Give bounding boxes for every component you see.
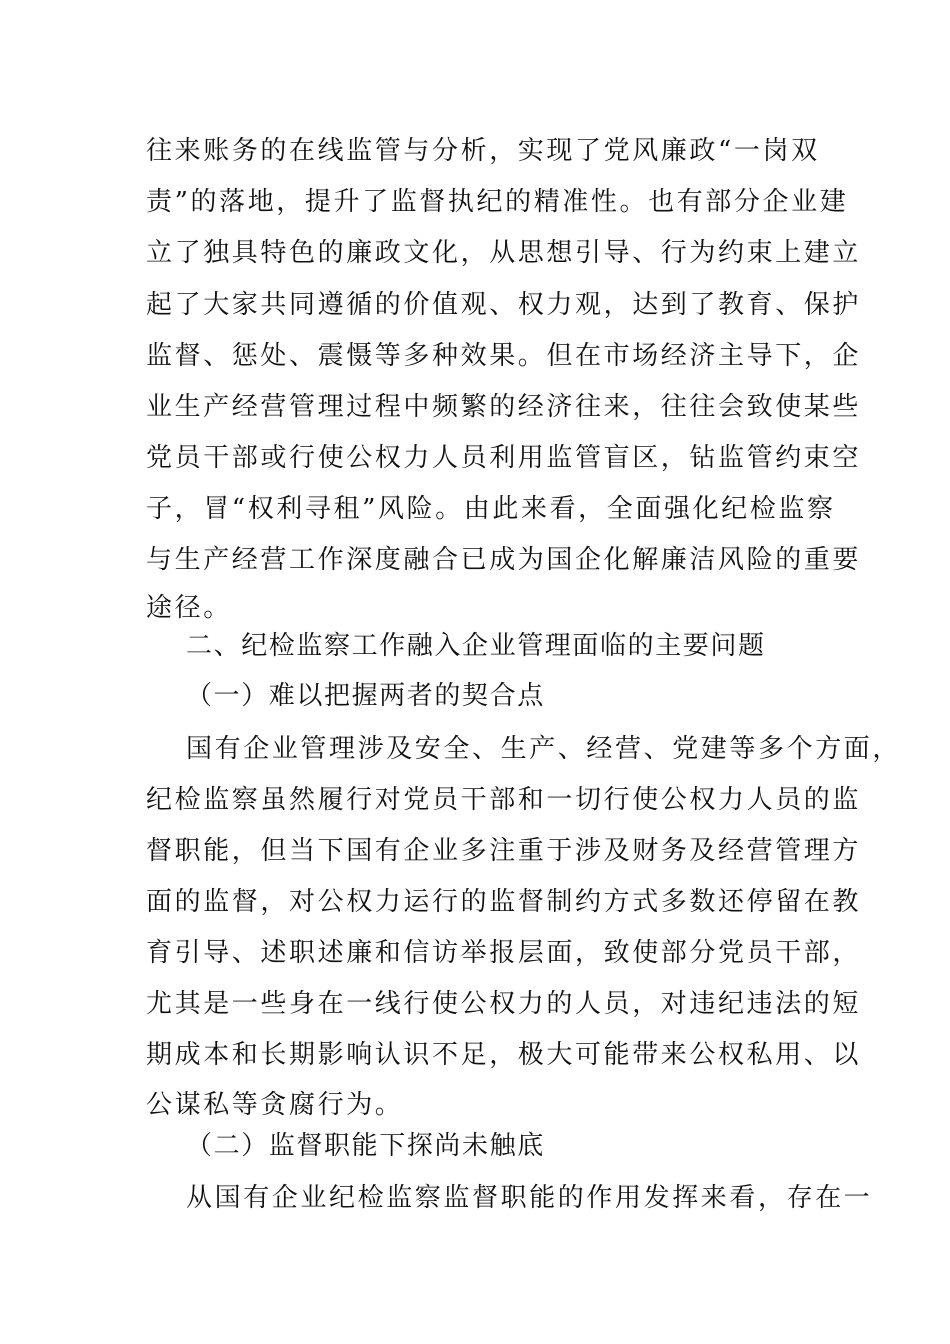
- subsection-heading: （一）难以把握两者的契合点: [186, 681, 545, 711]
- paragraph-line: 业生产经营管理过程中频繁的经济往来，往往会致使某些: [146, 392, 862, 422]
- paragraph-line: 期成本和长期影响认识不足，极大可能带来公权私用、以: [146, 1040, 862, 1070]
- paragraph-line: 督职能，但当下国有企业多注重于涉及财务及经营管理方: [146, 836, 862, 866]
- paragraph-line: 国有企业管理涉及安全、生产、经营、党建等多个方面，: [186, 734, 902, 764]
- paragraph-line: 监督、惩处、震慑等多种效果。但在市场经济主导下，企: [146, 341, 862, 371]
- paragraph-line: 途径。: [146, 593, 232, 623]
- paragraph-line: 育引导、述职述廉和信访举报层面，致使部分党员干部，: [146, 938, 862, 968]
- paragraph-line: 与生产经营工作深度融合已成为国企化解廉洁风险的重要: [146, 545, 862, 575]
- paragraph-line: 从国有企业纪检监察监督职能的作用发挥来看，存在一: [186, 1183, 873, 1213]
- paragraph-line: 往来账务的在线监管与分析，实现了党风廉政“一岗双: [146, 136, 820, 166]
- subsection-heading: （二）监督职能下探尚未触底: [186, 1131, 545, 1161]
- paragraph-line: 公谋私等贪腐行为。: [146, 1090, 404, 1120]
- paragraph-line: 责”的落地，提升了监督执纪的精准性。也有部分企业建: [146, 187, 849, 217]
- paragraph-line: 纪检监察虽然履行对党员干部和一切行使公权力人员的监: [146, 785, 862, 815]
- section-heading: 二、纪检监察工作融入企业管理面临的主要问题: [186, 631, 766, 661]
- paragraph-line: 面的监督，对公权力运行的监督制约方式多数还停留在教: [146, 887, 862, 917]
- paragraph-line: 立了独具特色的廉政文化，从思想引导、行为约束上建立: [146, 238, 862, 268]
- paragraph-line: 起了大家共同遵循的价值观、权力观，达到了教育、保护: [146, 290, 862, 320]
- paragraph-line: 党员干部或行使公权力人员利用监管盲区，钻监管约束空: [146, 443, 862, 473]
- paragraph-line: 子，冒“权利寻租”风险。由此来看，全面强化纪检监察: [146, 494, 836, 524]
- paragraph-line: 尤其是一些身在一线行使公权力的人员，对违纪违法的短: [146, 989, 862, 1019]
